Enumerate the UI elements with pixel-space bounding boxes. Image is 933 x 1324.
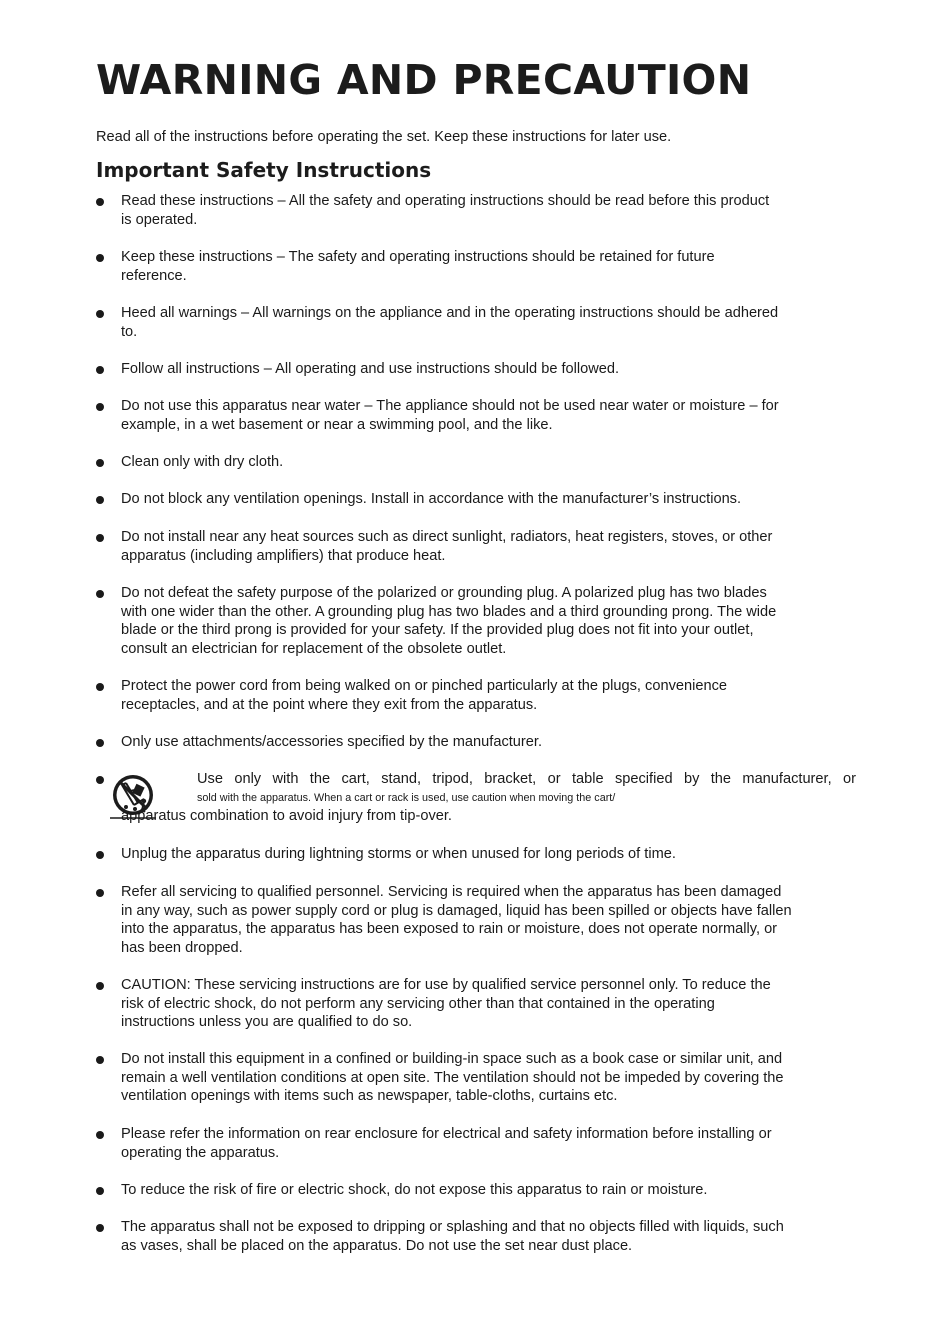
instruction-text: [121, 248, 856, 285]
text-line: blade or the third prong is provided for your safety. If the provided plug does not fit into your outlet,: [121, 622, 754, 639]
instruction-text: [121, 976, 856, 1032]
text-line: remain a well ventilation conditions at open site. The ventilation should not be impeded by covering the: [121, 1069, 784, 1086]
instruction-text: [121, 845, 856, 864]
bullet-icon: [96, 403, 104, 411]
instruction-text: [121, 304, 856, 341]
text-line: Do not use this apparatus near water – The appliance should not be used near water or moisture – for: [121, 398, 779, 414]
text-line: has been dropped.: [121, 939, 243, 956]
bullet-icon: [96, 459, 104, 467]
text-line: receptacles, and at the point where they exit from the apparatus.: [121, 696, 538, 713]
bullet-icon: [96, 982, 104, 990]
instruction-text: [121, 584, 856, 658]
bullet-icon: [96, 1187, 104, 1195]
text-line: operating the apparatus.: [121, 1144, 280, 1161]
text-line: in any way, such as power supply cord or plug is damaged, liquid has been spilled or objects have fallen: [121, 902, 792, 919]
bullet-icon: [96, 366, 104, 374]
bullet-icon: [96, 496, 104, 504]
bullet-icon: [96, 683, 104, 691]
intro-text: Read all of the instructions before operating the set. Keep these instructions for later use.: [96, 129, 672, 145]
instruction-text: [121, 360, 856, 379]
bullet-icon: [96, 1224, 104, 1232]
text-line: To reduce the risk of fire or electric shock, do not expose this apparatus to rain or moisture.: [121, 1182, 708, 1198]
text-line: instructions unless you are qualified to do so.: [121, 1014, 413, 1031]
text-line: example, in a wet basement or near a swimming pool, and the like.: [121, 416, 553, 433]
text-line: Only use attachments/accessories specified by the manufacturer.: [121, 734, 542, 750]
text-line: Do not install near any heat sources such as direct sunlight, radiators, heat registers, stoves, or other: [121, 529, 773, 545]
text-line: Do not block any ventilation openings. Install in accordance with the manufacturer’s instructions.: [121, 491, 742, 507]
text-line: with one wider than the other. A grounding plug has two blades and a third grounding prong. The wide: [121, 603, 777, 620]
instruction-text: [121, 192, 856, 229]
text-line: sold with the apparatus. When a cart or rack is used, use caution when moving the cart/: [197, 791, 616, 804]
text-line: Keep these instructions – The safety and operating instructions should be retained for future: [121, 249, 715, 265]
bullet-icon: [96, 1131, 104, 1139]
bullet-icon: [96, 534, 104, 542]
text-line: as vases, shall be placed on the apparatus. Do not use the set near dust place.: [121, 1237, 633, 1254]
text-line: Refer all servicing to qualified personnel. Servicing is required when the apparatus has been damaged: [121, 884, 782, 900]
instruction-text: [121, 528, 856, 565]
text-line: Do not install this equipment in a confined or building-in space such as a book case or similar unit, and: [121, 1051, 783, 1067]
bullet-icon: [96, 1056, 104, 1064]
text-line: apparatus combination to avoid injury from tip-over.: [121, 808, 452, 825]
text-line: apparatus (including amplifiers) that produce heat.: [121, 547, 446, 564]
text-line: Read these instructions – All the safety and operating instructions should be read before this product: [121, 193, 770, 209]
instruction-text: [121, 1218, 856, 1255]
instruction-text: [121, 1125, 856, 1162]
text-line: risk of electric shock, do not perform any servicing other than that contained in the operating: [121, 995, 715, 1012]
text-line: Follow all instructions – All operating and use instructions should be followed.: [121, 361, 620, 377]
bullet-icon: [96, 590, 104, 598]
instruction-text: [121, 883, 856, 957]
bullet-icon: [96, 198, 104, 206]
instruction-text: [121, 733, 856, 752]
text-line: Use only with the cart, stand, tripod, bracket, or table specified by the manufacturer, or: [197, 771, 856, 787]
text-line: ventilation openings with items such as newspaper, table-cloths, curtains etc.: [121, 1088, 618, 1105]
text-line: Please refer the information on rear enclosure for electrical and safety information before installing or: [121, 1126, 772, 1142]
bullet-icon: [96, 739, 104, 747]
instruction-text: [121, 1050, 856, 1106]
instruction-text: [121, 677, 856, 714]
text-line: reference.: [121, 267, 187, 284]
instruction-text: [121, 1181, 856, 1200]
text-line: The apparatus shall not be exposed to dripping or splashing and that no objects filled with liquids, such: [121, 1219, 784, 1235]
text-line: is operated.: [121, 211, 198, 228]
instruction-text: [121, 453, 856, 472]
text-line: into the apparatus, the apparatus has been exposed to rain or moisture, does not operate normally, or: [121, 921, 778, 938]
text-line: to.: [121, 323, 138, 340]
instruction-text: [121, 490, 856, 509]
bullet-icon: [96, 851, 104, 859]
instruction-text: [121, 397, 856, 434]
text-line: CAUTION: These servicing instructions are for use by qualified service personnel only. To reduce the: [121, 977, 771, 993]
text-line: Clean only with dry cloth.: [121, 454, 284, 470]
bullet-icon: [96, 310, 104, 318]
bullet-icon: [96, 776, 104, 784]
text-line: Unplug the apparatus during lightning storms or when unused for long periods of time.: [121, 846, 676, 862]
section-heading: Important Safety Instructions: [96, 158, 432, 182]
text-line: Do not defeat the safety purpose of the polarized or grounding plug. A polarized plug has two blades: [121, 585, 767, 601]
text-line: Heed all warnings – All warnings on the appliance and in the operating instructions should be adhered: [121, 305, 779, 321]
text-line: Protect the power cord from being walked on or pinched particularly at the plugs, convenience: [121, 678, 727, 694]
instruction-text: [121, 770, 856, 826]
bullet-icon: [96, 889, 104, 897]
bullet-icon: [96, 254, 104, 262]
text-line: consult an electrician for replacement of the obsolete outlet.: [121, 640, 507, 657]
page-title: WARNING AND PRECAUTION: [96, 56, 752, 104]
